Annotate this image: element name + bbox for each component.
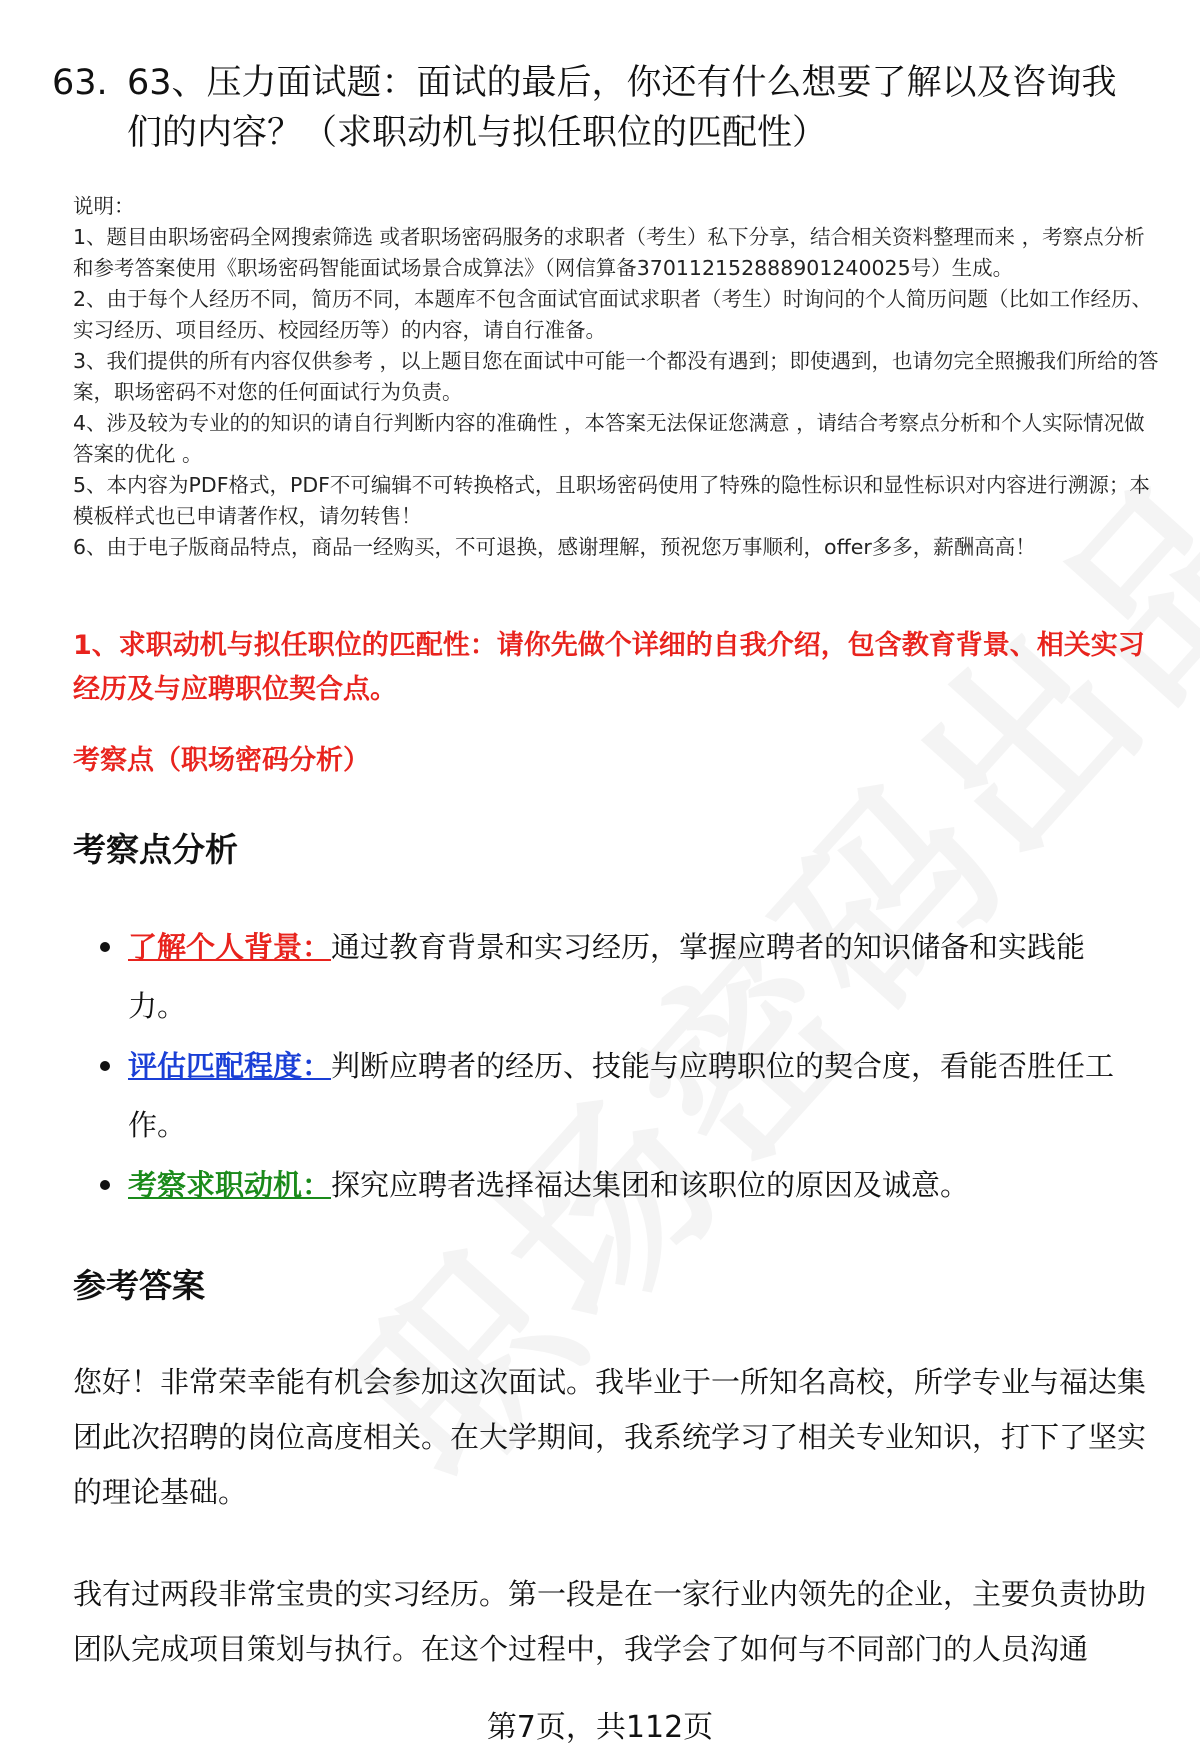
bullet-dot-icon: [100, 942, 110, 952]
question-number: 63.: [52, 63, 108, 103]
note-item: 4、涉及较为专业的的知识的请自行判断内容的准确性 ，本答案无法保证您满意 ，请结合考察点分析和个人实际情况做答案的优化 。: [73, 411, 1145, 466]
note-item: 2、由于每个人经历不同，简历不同，本题库不包含面试官面试求职者（考生）时询问的个人简历问题（比如工作经历、实习经历、项目经历、校园经历等）的内容，请自行准备。: [73, 287, 1153, 342]
note-item: 6、由于电子版商品特点，商品一经购买，不可退换，感谢理解，预祝您万事顺利，offer多多，薪酬高高！: [73, 535, 1036, 559]
analysis-heading: 考察点分析: [73, 830, 238, 869]
bullet-keyword: 评估匹配程度：: [128, 1049, 332, 1083]
question-text: 63、压力面试题：面试的最后，你还有什么想要了解以及咨询我们的内容？（求职动机与拟任职位的匹配性）: [127, 63, 1117, 153]
answer-paragraph: 您好！非常荣幸能有机会参加这次面试。我毕业于一所知名高校，所学专业与福达集团此次招聘的岗位高度相关。在大学期间，我系统学习了相关专业知识，打下了坚实的理论基础。: [73, 1365, 1147, 1509]
answer-paragraph: 我有过两段非常宝贵的实习经历。第一段是在一家行业内领先的企业，主要负责协助团队完成项目策划与执行。在这个过程中，我学会了如何与不同部门的人员沟通: [73, 1577, 1147, 1666]
analysis-bullet: [100, 1037, 1140, 1155]
bullet-text: 判断应聘者的经历、技能与应聘职位的契合度，看能否胜任工作。: [128, 1049, 1115, 1142]
bullet-dot-icon: [100, 1180, 110, 1190]
note-item: 3、我们提供的所有内容仅供参考 ，以上题目您在面试中可能一个都没有遇到；即使遇到，也请勿完全照搬我们所给的答案，职场密码不对您的任何面试行为负责。: [73, 349, 1159, 404]
page-footer: 第7页，共112页: [486, 1710, 714, 1745]
kaochadian-label: 考察点（职场密码分析）: [73, 745, 370, 776]
bullet-text: 探究应聘者选择福达集团和该职位的原因及诚意。: [331, 1168, 970, 1202]
bullet-keyword: 了解个人背景：: [128, 930, 332, 964]
answer-heading: 参考答案: [73, 1266, 205, 1305]
question-title: [52, 58, 1152, 158]
analysis-bullet: [100, 1156, 1140, 1215]
note-item: 5、本内容为PDF格式，PDF不可编辑不可转换格式，且职场密码使用了特殊的隐性标识和显性标识对内容进行溯源；本模板样式也已申请著作权，请勿转售！: [73, 473, 1150, 528]
notes-block: [73, 191, 1163, 563]
bullet-dot-icon: [100, 1061, 110, 1071]
analysis-list: [100, 918, 1140, 1216]
bullet-keyword: 考察求职动机：: [128, 1168, 332, 1202]
note-item: 1、题目由职场密码全网搜索筛选 或者职场密码服务的求职者（考生）私下分享，结合相关资料整理而来 ，考察点分析和参考答案使用《职场密码智能面试场景合成算法》（网信算备370112152888901240025号）生成。: [73, 225, 1145, 280]
notes-heading: 说明：: [73, 194, 135, 218]
analysis-bullet: [100, 918, 1140, 1036]
answer-body: [73, 1355, 1153, 1724]
bullet-text: 通过教育背景和实习经历，掌握应聘者的知识储备和实践能力。: [128, 930, 1086, 1023]
sub-question: 1、求职动机与拟任职位的匹配性：请你先做个详细的自我介绍，包含教育背景、相关实习经历及与应聘职位契合点。: [73, 630, 1145, 705]
